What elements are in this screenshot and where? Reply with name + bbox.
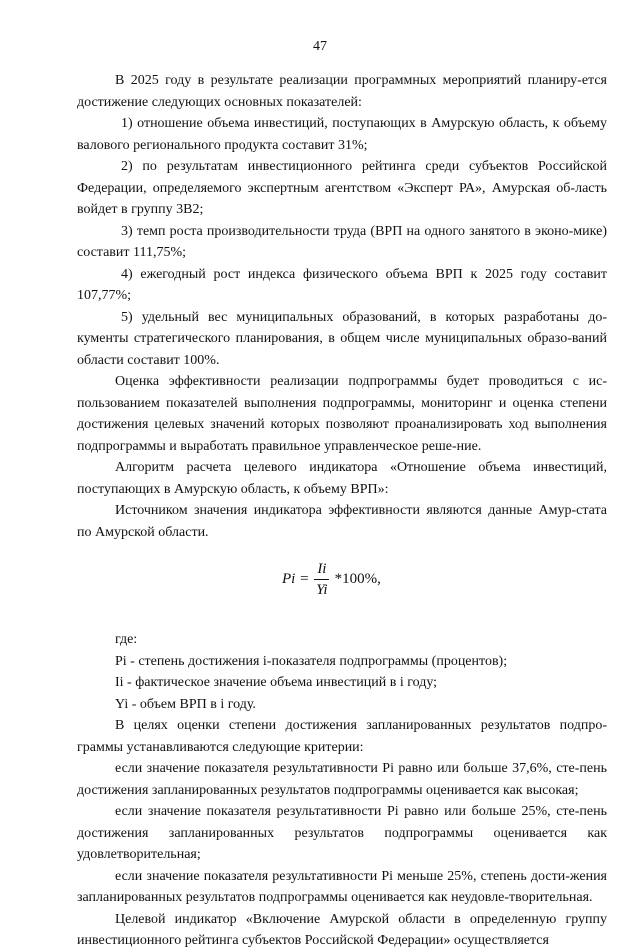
indicator-3: 3) темп роста производительности труда (ВРП на одного занятого в эконо-мике) составит 111,75%; bbox=[77, 223, 607, 260]
page-number: 47 bbox=[313, 39, 327, 54]
indicator-1: 1) отношение объема инвестиций, поступающих в Амурскую область, к объему валового регионального продукта составит 31%; bbox=[77, 116, 607, 153]
evaluation-paragraph: Оценка эффективности реализации подпрограммы будет проводиться с ис-пользованием показателей выполнения подпрограммы, мониторинг и оценка степени достижения целевых значений которых позволяют проанализировать ход выполнения подпрограммы и выработать правильное управленческое реше-ние. bbox=[77, 374, 607, 454]
criterion-high: если значение показателя результативности Pi равно или больше 37,6%, сте-пень достижения запланированных результатов подпрограммы оценивается как высокая; bbox=[77, 761, 607, 798]
definition-yi: Yi - объем ВРП в i году. bbox=[115, 696, 256, 712]
criterion-satisfactory: если значение показателя результативности Pi равно или больше 25%, сте-пень достижения запланированных результатов подпрограммы оценивается как удовлетворительная; bbox=[77, 804, 607, 862]
formula-rhs: *100%, bbox=[334, 570, 381, 587]
document-body bbox=[77, 70, 607, 952]
formula bbox=[77, 543, 607, 629]
formula-lhs: Pi = bbox=[282, 570, 310, 587]
indicator-4: 4) ежегодный рост индекса физического объема ВРП к 2025 году составит 107,77%; bbox=[77, 266, 607, 303]
intro-paragraph: В 2025 году в результате реализации программных мероприятий планиру-ется достижение следующих основных показателей: bbox=[77, 73, 607, 110]
algorithm-paragraph: Алгоритм расчета целевого индикатора «Отношение объема инвестиций, поступающих в Амурскую область, к объему ВРП»: bbox=[77, 460, 607, 497]
closing-paragraph: Целевой индикатор «Включение Амурской области в определенную группу инвестиционного рейтинга субъектов Российской Федерации» осуществляется bbox=[77, 911, 607, 948]
where-label: где: bbox=[115, 632, 138, 647]
definition-ii: Ii - фактическое значение объема инвестиций в i году; bbox=[115, 675, 438, 690]
formula-denominator: Yi bbox=[316, 582, 328, 598]
indicator-5: 5) удельный вес муниципальных образований, в которых разработаны до-кументы стратегического планирования, в общем числе муниципальных образо-ваний области составит 100%. bbox=[77, 309, 607, 368]
criterion-unsatisfactory: если значение показателя результативности Pi меньше 25%, степень дости-жения запланированных результатов подпрограммы оценивается как неудовле-творительная. bbox=[77, 868, 607, 905]
criteria-intro: В целях оценки степени достижения запланированных результатов подпро-граммы устанавливаются следующие критерии: bbox=[77, 718, 607, 755]
indicator-2: 2) по результатам инвестиционного рейтинга среди субъектов Российской Федерации, определяемого экспертным агентством «Эксперт РА», Амурская об-ласть войдет в группу 3В2; bbox=[77, 159, 607, 217]
definition-pi: Pi - степень достижения i-показателя подпрограммы (процентов); bbox=[115, 653, 508, 669]
source-paragraph: Источником значения индикатора эффективности являются данные Амур-стата по Амурской области. bbox=[77, 503, 607, 540]
formula-fraction bbox=[313, 559, 330, 600]
formula-expression bbox=[282, 559, 381, 600]
formula-numerator: Ii bbox=[314, 559, 329, 580]
